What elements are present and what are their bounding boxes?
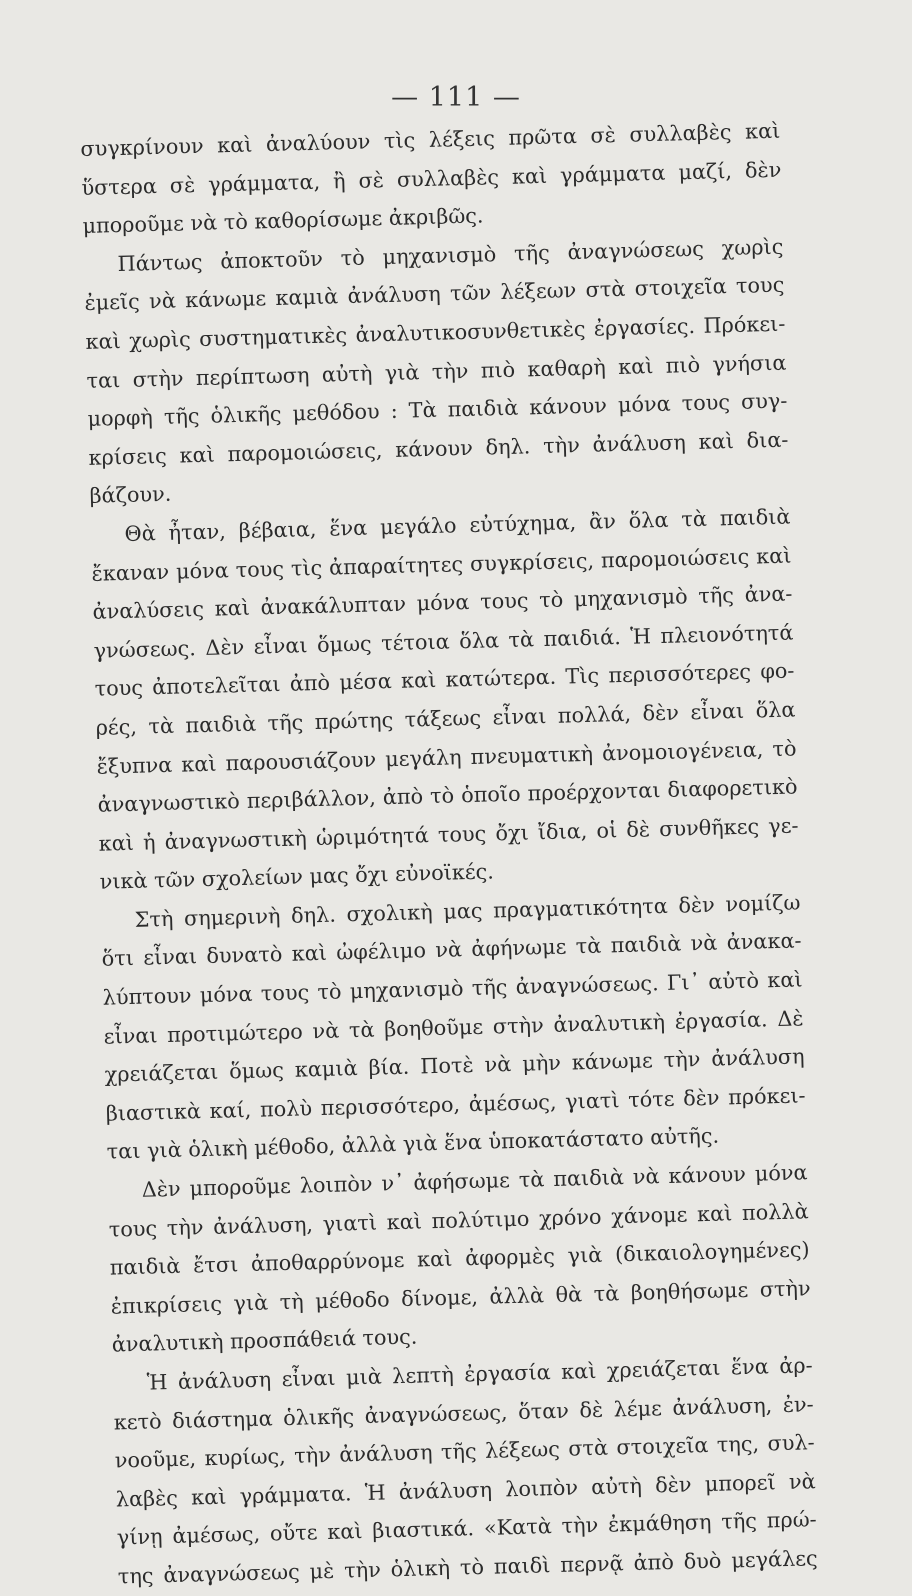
text-line: ἔξυπνα καὶ παρουσιάζουν μεγάλη πνευματικὴ ἀνομοιογένεια, τὸ [96,735,797,779]
text-line: ἐπικρίσεις γιὰ τὴ μέθοδο δίνομε, ἀλλὰ θὰ τὰ βοηθήσωμε στὴν [110,1276,811,1319]
text-line: μποροῦμε νὰ τὸ καθορίσωμε ἀκριβῶς. [82,203,484,239]
text-line: λαβὲς καὶ γράμματα. Ἡ ἀνάλυση λοιπὸν αὐτὴ δὲν μπορεῖ νὰ [115,1468,816,1512]
text-line: βιαστικὰ καί, πολὺ περισσότερο, ἀμέσως, γιατὶ τότε δὲν πρόκει- [105,1083,806,1126]
text-line: ἀναλυτικὴ προσπάθειά τους. [111,1324,418,1357]
text-line: συγκρίνουν καὶ ἀναλύουν τὶς λέξεις πρῶτα σὲ συλλαβὲς καὶ [80,118,781,161]
page-number: — 111 — [391,82,521,113]
text-line: γίνῃ ἀμέσως, οὔτε καὶ βιαστικά. «Κατὰ τὴν ἐκμάθηση τῆς πρώ- [116,1507,817,1550]
text-line: κετὸ διάστημα ὁλικῆς ἀναγνώσεως, ὅταν δὲ λέμε ἀνάλυση, ἐν- [113,1391,814,1435]
text-line: νικὰ τῶν σχολείων μας ὄχι εὐνοϊκές. [99,859,495,895]
text-line: ται γιὰ ὁλικὴ μέθοδο, ἀλλὰ γιὰ ἕνα ὑποκατάστατο αὐτῆς. [106,1124,720,1165]
text-line: μορφὴ τῆς ὁλικῆς μεθόδου : Τὰ παιδιὰ κάνουν μόνα τους συγ- [87,388,788,432]
text-line: νοοῦμε, κυρίως, τὴν ἀνάλυση τῆς λέξεως στὰ στοιχεῖα της, συλ- [114,1430,815,1473]
text-line: Ἡ ἀνάλυση εἶναι μιὰ λεπτὴ ἐργασία καὶ χρειάζεται ἕνα ἀρ- [146,1353,813,1395]
text-line: ρές, τὰ παιδιὰ τῆς πρώτης τάξεως εἶναι πολλά, δὲν εἶναι ὅλα [95,697,796,740]
text-line: γνώσεως. Δὲν εἶναι ὅμως τέτοια ὅλα τὰ παιδιά. Ἡ πλειονότητά [93,620,794,663]
text-line: παιδιὰ ἔτσι ἀποθαρρύνομε καὶ ἀφορμὲς γιὰ (δικαιολογημένες) [109,1237,810,1280]
text-line: τους ἀποτελεῖται ἀπὸ μέσα καὶ κατώτερα. Τὶς περισσότερες φο- [94,658,795,702]
text-line: της ἀναγνώσεως μὲ τὴν ὁλικὴ τὸ παιδὶ περνᾷ ἀπὸ δυὸ μεγάλες [117,1546,818,1589]
text-line: ἐμεῖς νὰ κάνωμε καμιὰ ἀνάλυση τῶν λέξεων στὰ στοιχεῖα τους [84,272,785,316]
text-line: εἶναι προτιμώτερο νὰ τὰ βοηθοῦμε στὴν ἀναλυτικὴ ἐργασία. Δὲ [103,1006,804,1049]
text-line: ἀναγνωστικὸ περιβάλλον, ἀπὸ τὸ ὁποῖο προέρχονται διαφορετικὸ [97,774,798,817]
text-line: καὶ χωρὶς συστηματικὲς ἀναλυτικοσυνθετικὲς ἐργασίες. Πρόκει- [85,311,786,354]
text-line: Πάντως ἀποκτοῦν τὸ μηχανισμὸ τῆς ἀναγνώσεως χωρὶς [117,234,784,276]
text-line: τους τὴν ἀνάλυση, γιατὶ καὶ πολύτιμο χρόνο χάνομε καὶ πολλὰ [108,1198,809,1242]
text-line: ται στὴν περίπτωση αὐτὴ γιὰ τὴν πιὸ καθαρὴ καὶ πιὸ γνήσια [86,350,787,393]
text-line: Δὲν μποροῦμε λοιπὸν ν᾿ ἀφήσωμε τὰ παιδιὰ νὰ κάνουν μόνα [141,1160,808,1202]
text-line: ὅτι εἶναι δυνατὸ καὶ ὠφέλιμο νὰ ἀφήνωμε τὰ παιδιὰ νὰ ἀνακα- [101,928,802,972]
text-line: βάζουν. [89,482,172,509]
text-line: ἔκαναν μόνα τους τὶς ἀπαραίτητες συγκρίσεις, παρομοιώσεις καὶ [91,543,792,586]
text-line: χρειάζεται ὅμως καμιὰ βία. Ποτὲ νὰ μὴν κάνωμε τὴν ἀνάλυση [104,1044,805,1087]
text-line: ὕστερα σὲ γράμματα, ἢ σὲ συλλαβὲς καὶ γράμματα μαζί, δὲν [81,157,782,200]
text-line: ἀναλύσεις καὶ ἀνακάλυπταν μόνα τους τὸ μηχανισμὸ τῆς ἀνα- [92,581,793,624]
text-line: Στὴ σημερινὴ δηλ. σχολικὴ μας πραγματικότητα δὲν νομίζω [134,890,801,932]
text-line: λύπτουν μόνα τους τὸ μηχανισμὸ τῆς ἀναγνώσεως. Γι᾿ αὐτὸ καὶ [102,967,803,1010]
text-line: Θὰ ἦταν, βέβαια, ἕνα μεγάλο εὐτύχημα, ἂν ὅλα τὰ παιδιὰ [124,504,791,546]
text-line: καὶ ἡ ἀναγνωστικὴ ὡριμότητά τους ὄχι ἴδια, οἱ δὲ συνθῆκες γε- [98,813,799,856]
body-text [80,112,818,1596]
text-line: κρίσεις καὶ παρομοιώσεις, κάνουν δηλ. τὴν ἀνάλυση καὶ δια- [88,427,789,470]
